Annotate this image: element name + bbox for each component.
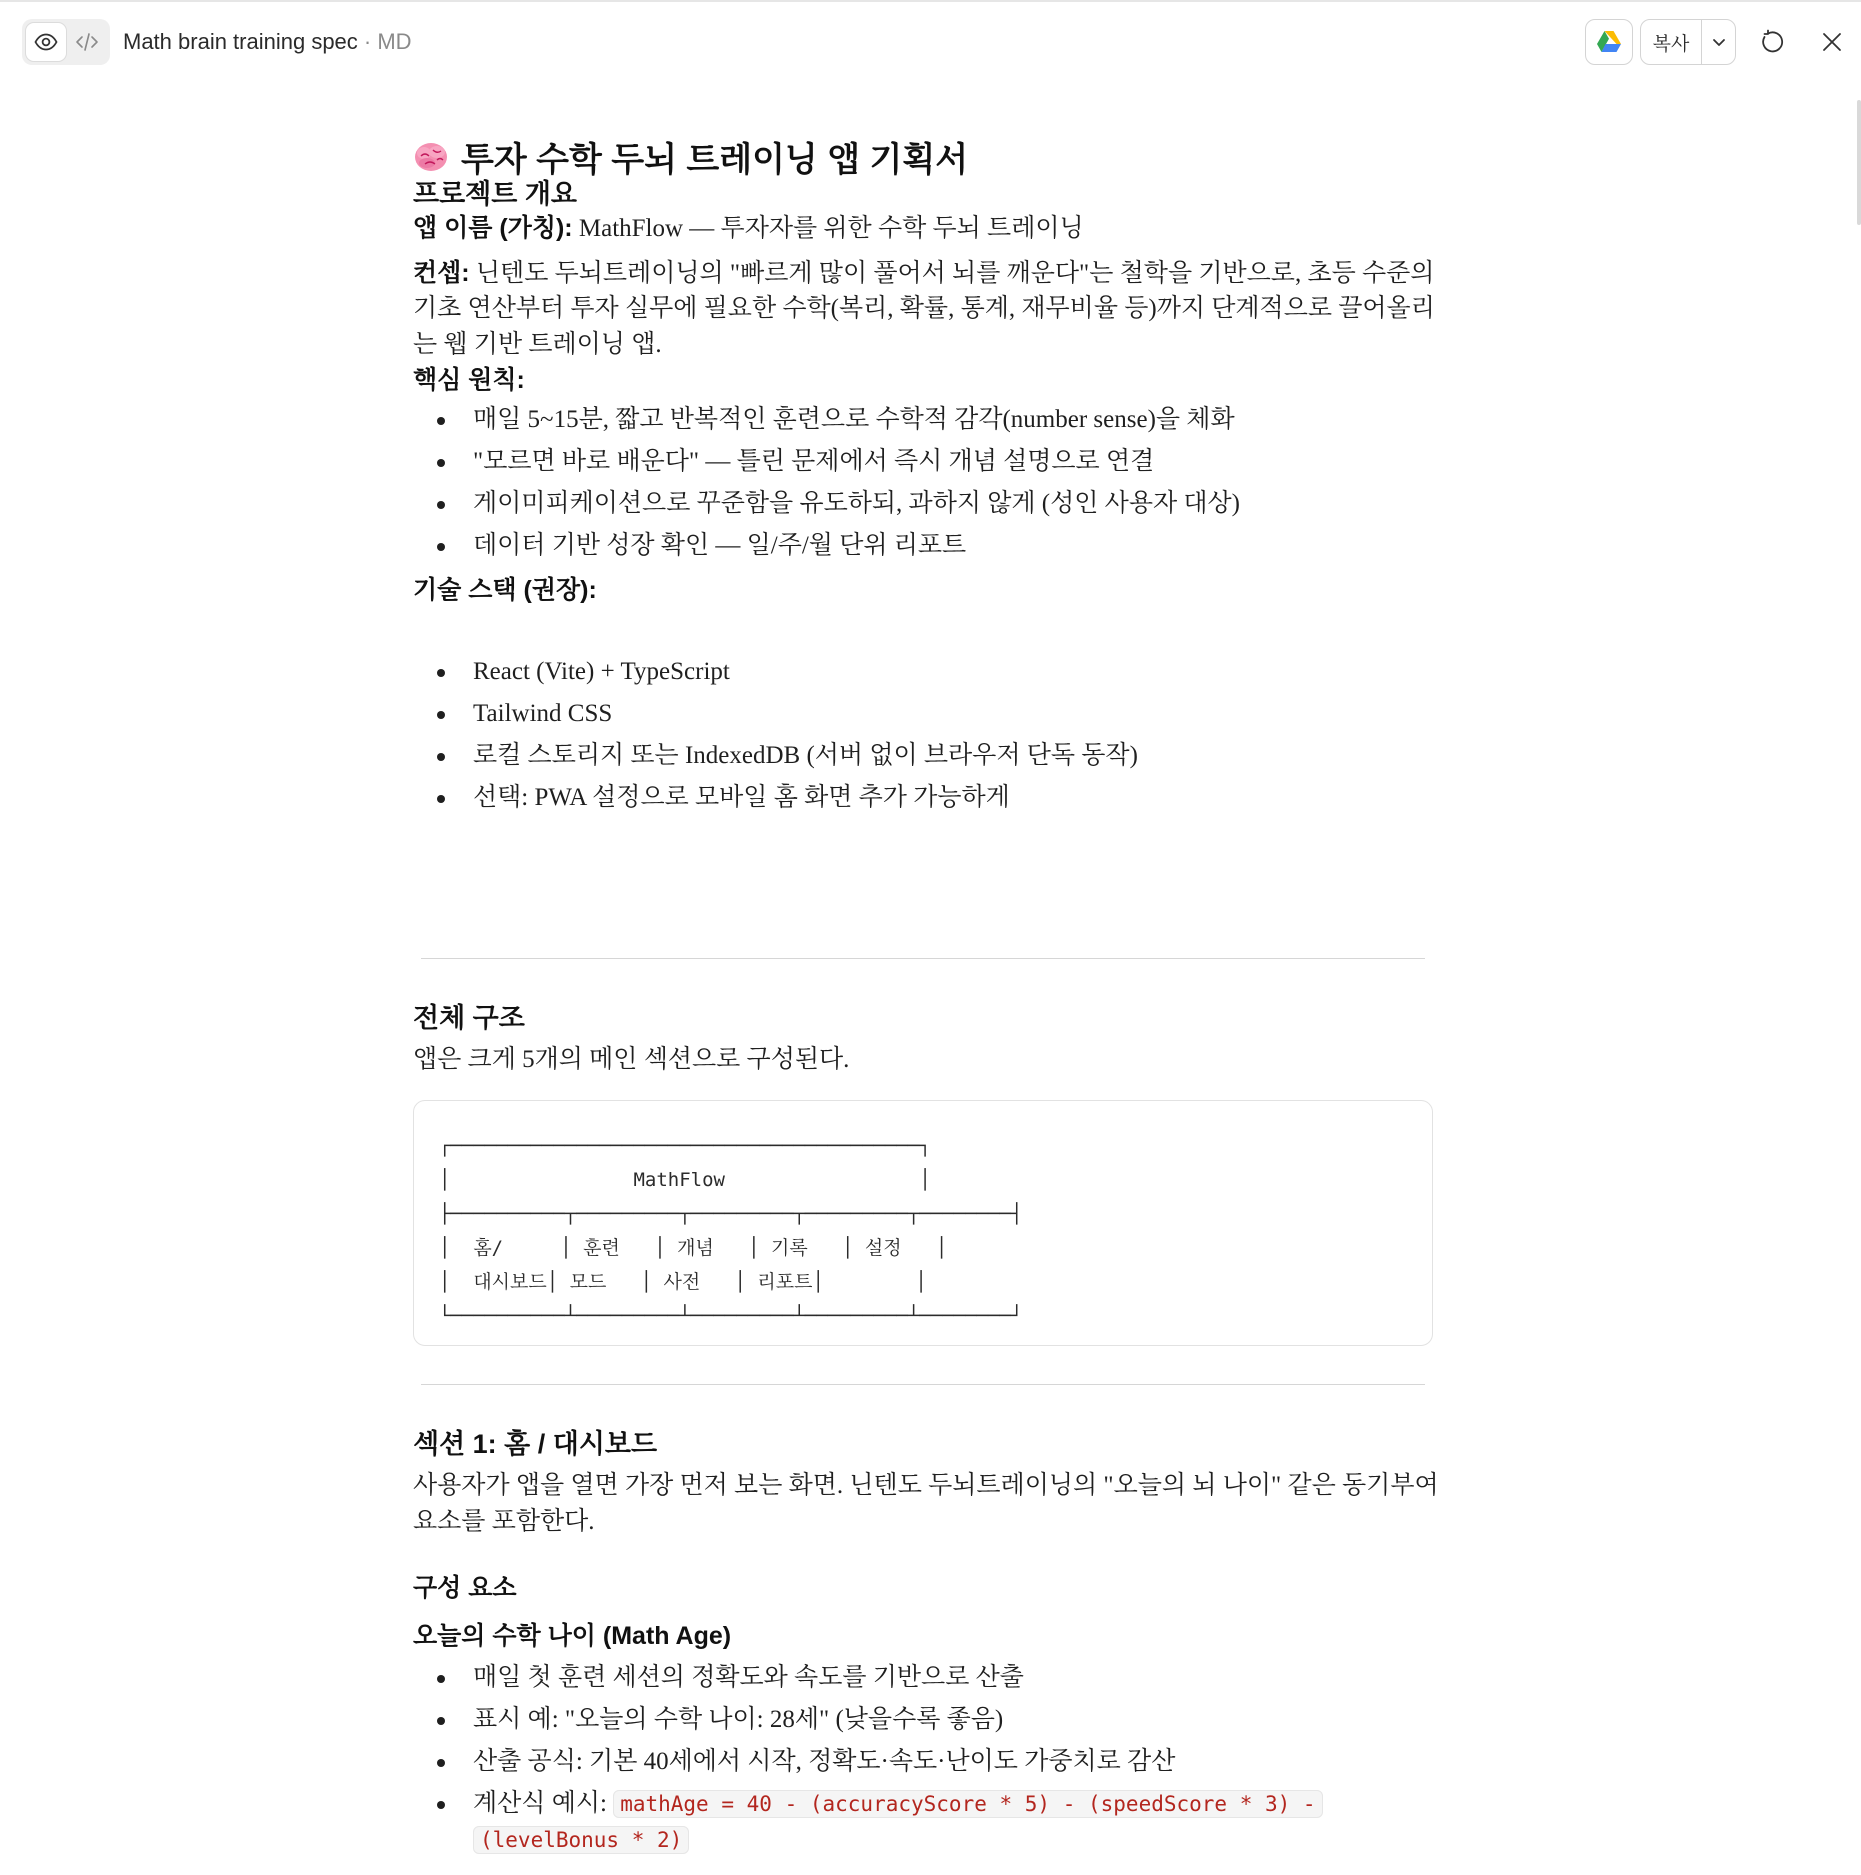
concept-line-2: 기초 연산부터 투자 실무에 필요한 수학(복리, 확률, 통계, 재무비율 등)까지 단계적으로 끌어올리 <box>413 295 1435 322</box>
list-item <box>413 1786 1423 1866</box>
bullet <box>437 459 445 467</box>
document-title-heading: 투자 수학 두뇌 트레이닝 앱 기획서 <box>461 141 969 179</box>
document-title <box>123 29 412 55</box>
bullet <box>437 669 445 677</box>
bullet <box>437 1759 445 1767</box>
list-item <box>413 1744 1423 1786</box>
divider <box>421 1384 1425 1385</box>
bullet <box>437 1801 445 1809</box>
scrollbar-thumb[interactable] <box>1857 100 1861 225</box>
tech-text: 선택: PWA 설정으로 모바일 홈 화면 추가 가능하게 <box>473 784 1010 811</box>
math-age-list <box>413 1660 1423 1866</box>
tech-text: React (Vite) + TypeScript <box>473 658 730 685</box>
math-age-text: 산출 공식: 기본 40세에서 시작, 정확도·속도·난이도 가중치로 감산 <box>473 1748 1176 1775</box>
formula-item <box>473 1786 1373 1858</box>
bullet <box>437 501 445 509</box>
eye-icon <box>34 30 58 54</box>
close-icon <box>1821 31 1843 53</box>
document-header <box>0 2 1861 82</box>
list-item <box>413 486 1423 528</box>
section1-heading: 섹션 1: 홈 / 대시보드 <box>413 1429 658 1459</box>
list-item <box>413 654 1423 696</box>
math-age-text: 매일 첫 훈련 세션의 정확도와 속도를 기반으로 산출 <box>473 1664 1024 1691</box>
list-item <box>413 444 1423 486</box>
principles-heading: 핵심 원칙: <box>413 366 525 394</box>
concept-label: 컨셉: <box>413 259 470 287</box>
list-item <box>413 1702 1423 1744</box>
bullet <box>437 711 445 719</box>
code-mode-button[interactable] <box>67 23 107 61</box>
principle-text: "모르면 바로 배운다" — 틀린 문제에서 즉시 개념 설명으로 연결 <box>473 448 1155 475</box>
list-item <box>413 696 1423 738</box>
structure-diagram: ┌─────────────────────────────────────────┐ │ MathFlow │ ├──────────┬─────────┬─────────┬─────────┬────────┤ │ 홈/ │ 훈련 │ 개념 │ 기록 │ 설정 │ │ 대시보드│ 모드 │ 사전 │ 리포트│ │ └──────────┴─────────┴─────────┴─────────┴────────┘ <box>439 1135 1023 1327</box>
list-item <box>413 528 1423 570</box>
list-item <box>413 402 1423 444</box>
document-title-text: Math brain training spec <box>123 29 358 54</box>
tech-stack-list <box>413 654 1423 822</box>
google-drive-icon <box>1596 30 1622 54</box>
copy-button-group <box>1640 19 1736 65</box>
list-item <box>413 1660 1423 1702</box>
bullet <box>437 1675 445 1683</box>
refresh-button[interactable] <box>1755 25 1789 59</box>
principles-list <box>413 402 1423 570</box>
concept-line-3: 는 웹 기반 트레이닝 앱. <box>413 331 662 358</box>
brain-emoji-icon <box>413 140 449 174</box>
tech-text: Tailwind CSS <box>473 700 613 727</box>
bullet <box>437 795 445 803</box>
formula-code: mathAge = 40 - (accuracyScore * 5) - (speedScore * 3) - (levelBonus * 2) <box>473 1790 1323 1854</box>
chevron-down-icon <box>1711 34 1727 50</box>
list-item <box>413 780 1423 822</box>
app-name-value: MathFlow — 투자자를 위한 수학 두뇌 트레이닝 <box>572 215 1084 242</box>
components-heading: 구성 요소 <box>413 1574 517 1602</box>
document-type: · MD <box>363 29 412 54</box>
math-age-heading: 오늘의 수학 나이 (Math Age) <box>413 1622 732 1650</box>
list-item <box>413 738 1423 780</box>
concept-text-1: 닌텐도 두뇌트레이닝의 "빠르게 많이 풀어서 뇌를 깨운다"는 철학을 기반으로, 초등 수준의 <box>469 260 1435 287</box>
bullet <box>437 417 445 425</box>
overview-heading: 프로젝트 개요 <box>413 179 577 209</box>
structure-heading: 전체 구조 <box>413 1003 525 1033</box>
copy-button[interactable]: 복사 <box>1652 33 1690 55</box>
app-name-label: 앱 이름 (가칭): <box>413 214 573 242</box>
code-icon <box>75 30 99 54</box>
divider <box>421 958 1425 959</box>
math-age-text: 표시 예: "오늘의 수학 나이: 28세" (낮을수록 좋음) <box>473 1706 1004 1733</box>
formula-label: 계산식 예시: <box>473 1790 614 1817</box>
view-mode-toggle <box>22 19 110 65</box>
principle-text: 게이미피케이션으로 꾸준함을 유도하되, 과하지 않게 (성인 사용자 대상) <box>473 490 1241 517</box>
bullet <box>437 543 445 551</box>
concept-line-1 <box>413 255 1434 292</box>
app-name-paragraph <box>413 210 1423 247</box>
copy-options-button[interactable] <box>1702 20 1736 64</box>
section1-intro-line-2: 요소를 포함한다. <box>413 1508 595 1535</box>
save-to-drive-button[interactable] <box>1585 19 1633 65</box>
principle-text: 매일 5~15분, 짧고 반복적인 훈련으로 수학적 감각(number sense)을 체화 <box>473 406 1235 433</box>
structure-intro: 앱은 크게 5개의 메인 섹션으로 구성된다. <box>413 1046 850 1073</box>
bullet <box>437 753 445 761</box>
structure-code-block <box>413 1100 1433 1346</box>
refresh-icon <box>1759 29 1785 55</box>
preview-mode-button[interactable] <box>26 23 66 61</box>
bullet <box>437 1717 445 1725</box>
principle-text: 데이터 기반 성장 확인 — 일/주/월 단위 리포트 <box>473 532 967 559</box>
tech-stack-heading: 기술 스택 (권장): <box>413 576 597 604</box>
section1-intro-line-1: 사용자가 앱을 열면 가장 먼저 보는 화면. 닌텐도 두뇌트레이닝의 "오늘의 뇌 나이" 같은 동기부여 <box>413 1472 1439 1499</box>
close-button[interactable] <box>1815 25 1849 59</box>
tech-text: 로컬 스토리지 또는 IndexedDB (서버 없이 브라우저 단독 동작) <box>473 742 1138 769</box>
